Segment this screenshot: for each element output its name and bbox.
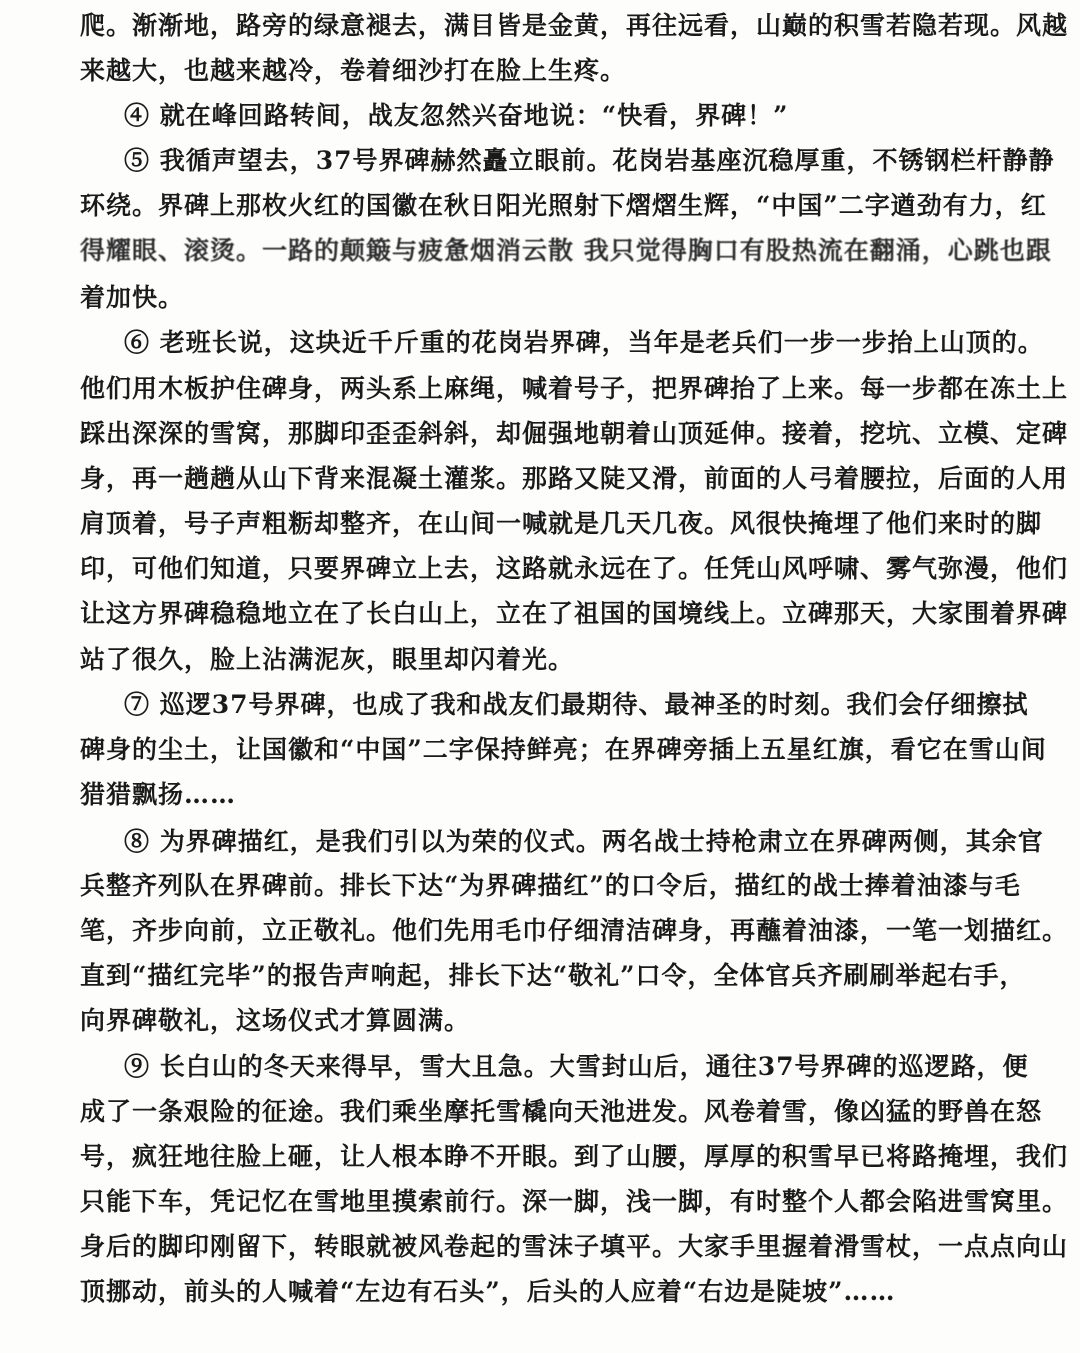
text-line: 号，疯狂地往脸上砸，让人根本睁不开眼。到了山腰，厚厚的积雪早已将路掩埋，我们 [80,1142,1069,1171]
text-line: 踩出深深的雪窝，那脚印歪歪斜斜，却倔强地朝着山顶延伸。接着，挖坑、立模、定碑 [80,419,1069,448]
text-line: 向界碑敬礼，这场仪式才算圆满。 [80,1006,471,1035]
paragraph-7-line: ⑦ 巡逻37号界碑，也成了我和战友们最期待、最神圣的时刻。我们会仔细擦拭 [124,690,1029,719]
paragraph-8-line: ⑧ 为界碑描红，是我们引以为荣的仪式。两名战士持枪肃立在界碑两侧，其余官 [124,827,1044,856]
paragraph-5-line: ⑤ 我循声望去，37号界碑赫然矗立眼前。花岗岩基座沉稳厚重，不锈钢栏杆静静 [124,146,1055,175]
text-line: 肩顶着，号子声粗粝却整齐，在山间一喊就是几天几夜。风很快掩埋了他们来时的脚 [80,509,1043,538]
text-line: 爬。渐渐地，路旁的绿意褪去，满目皆是金黄，再往远看，山巅的积雪若隐若现。风越 [80,11,1069,40]
text-line: 得耀眼、滚烫。一路的颠簸与疲惫烟消云散 我只觉得胸口有股热流在翻涌，心跳也跟 [80,236,1052,265]
paragraph-9-line: ⑨ 长白山的冬天来得早，雪大且急。大雪封山后，通往37号界碑的巡逻路，便 [124,1052,1029,1081]
text-line: 他们用木板护住碑身，两头系上麻绳，喊着号子，把界碑抬了上来。每一步都在冻土上 [80,374,1069,403]
text-line: 顶挪动，前头的人喊着“左边有石头”，后头的人应着“右边是陡坡”…… [80,1277,896,1306]
paragraph-6-line: ⑥ 老班长说，这块近千斤重的花岗岩界碑，当年是老兵们一步一步抬上山顶的。 [124,328,1044,357]
text-line: 成了一条艰险的征途。我们乘坐摩托雪橇向天池进发。风卷着雪，像凶猛的野兽在怒 [80,1097,1043,1126]
text-line: 印，可他们知道，只要界碑立上去，这路就永远在了。任凭山风呼啸、雾气弥漫，他们 [80,554,1069,583]
text-line: 来越大，也越来越冷，卷着细沙打在脸上生疼。 [80,56,627,85]
text-line: 环绕。界碑上那枚火红的国徽在秋日阳光照射下熠熠生辉，“中国”二字遒劲有力，红 [80,191,1047,220]
text-line: 让这方界碑稳稳地立在了长白山上，立在了祖国的国境线上。立碑那天，大家围着界碑 [80,599,1069,628]
text-line: 碑身的尘土，让国徽和“中国”二字保持鲜亮；在界碑旁插上五星红旗，看它在雪山间 [80,735,1047,764]
text-line: 身后的脚印刚留下，转眼就被风卷起的雪沫子填平。大家手里握着滑雪杖，一点点向山 [80,1232,1069,1261]
text-line: 笔，齐步向前，立正敬礼。他们先用毛巾仔细清洁碑身，再蘸着油漆，一笔一划描红。 [80,916,1069,945]
text-line: 直到“描红完毕”的报告声响起，排长下达“敬礼”口令，全体官兵齐刷刷举起右手， [80,961,1026,990]
text-line: 猎猎飘扬…… [80,780,237,809]
paragraph-4-line: ④ 就在峰回路转间，战友忽然兴奋地说：“快看，界碑！” [124,101,789,130]
text-line: 站了很久，脸上沾满泥灰，眼里却闪着光。 [80,645,575,674]
text-line: 只能下车，凭记忆在雪地里摸索前行。深一脚，浅一脚，有时整个人都会陷进雪窝里。 [80,1187,1069,1216]
text-line: 身，再一趟趟从山下背来混凝土灌浆。那路又陡又滑，前面的人弓着腰拉，后面的人用 [80,464,1069,493]
text-line: 兵整齐列队在界碑前。排长下达“为界碑描红”的口令后，描红的战士捧着油漆与毛 [80,871,1021,900]
text-line: 着加快。 [80,283,185,312]
